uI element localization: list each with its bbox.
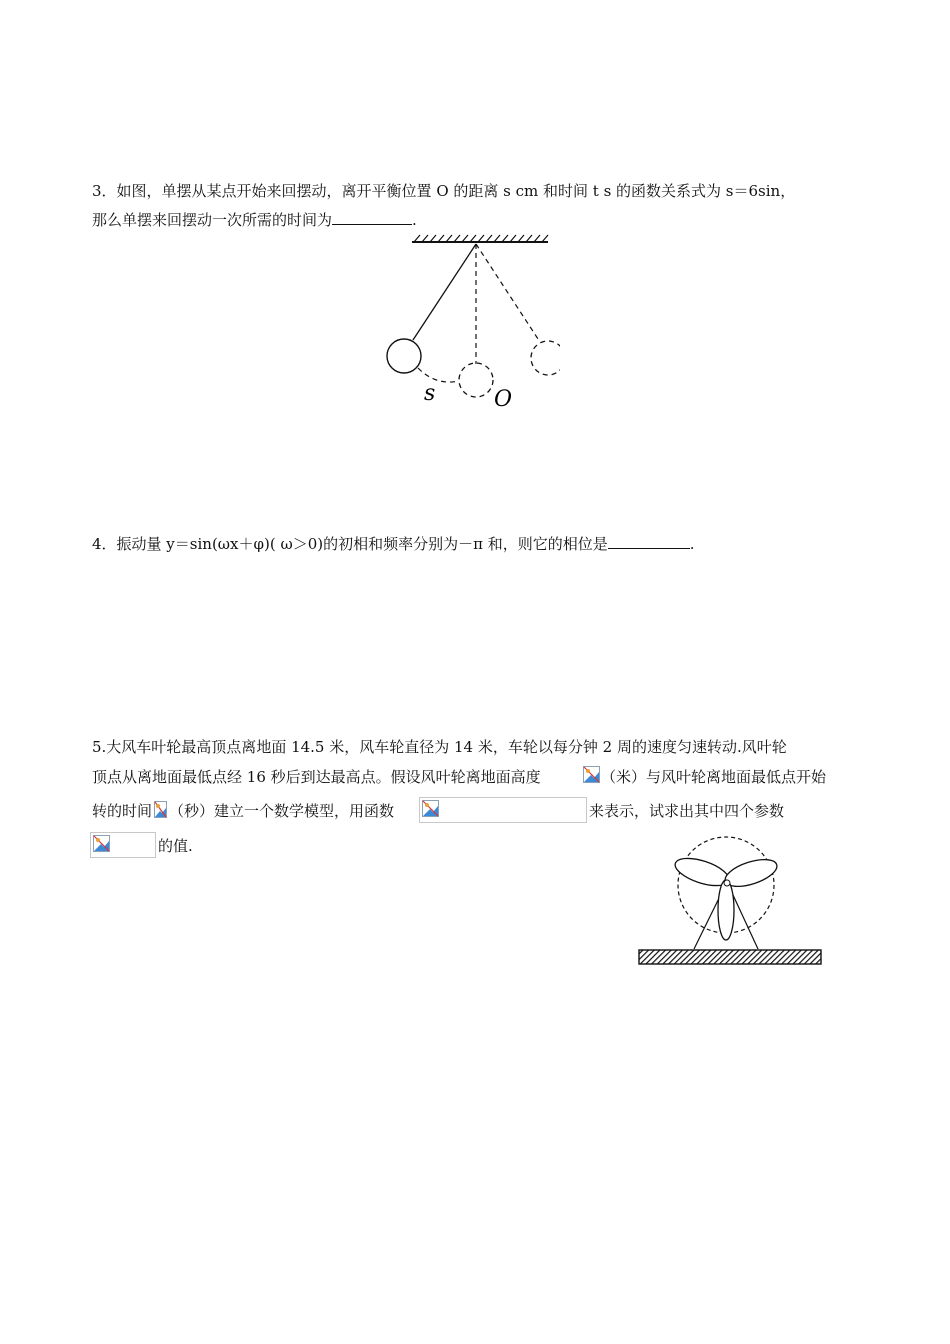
q5-line2b: （米）与风叶轮离地面最低点开始 — [601, 768, 827, 786]
windmill-figure — [636, 826, 826, 968]
label-o: O — [494, 387, 513, 412]
q3-line2-prefix: 那么单摆来回摆动一次所需的时间为 — [92, 211, 333, 229]
q3-line1: 3．如图，单摆从某点开始来回摆动，离开平衡位置 O 的距离 s cm 和时间 t s 的函数关系式为 s＝6sin， — [92, 182, 796, 200]
right-bob — [531, 341, 560, 375]
pendulum-string — [413, 244, 476, 340]
q4-suffix: . — [689, 535, 695, 553]
label-s: s — [424, 381, 436, 406]
q5-line4: 的值. — [158, 837, 193, 855]
equilibrium-bob — [459, 363, 493, 397]
q3-line2-suffix: . — [412, 211, 417, 229]
q5-line3a: 转的时间 — [92, 802, 153, 820]
right-string — [476, 244, 540, 342]
q3-line2 — [92, 210, 417, 230]
broken-image-icon — [154, 801, 167, 818]
blade — [718, 880, 734, 940]
broken-image-icon — [93, 835, 110, 852]
q5-line2a: 顶点从离地面最低点经 16 秒后到达最高点。假设风叶轮离地面高度 — [92, 768, 541, 786]
swing-arc — [418, 368, 459, 382]
ground-hatch — [639, 950, 821, 964]
ceiling-hatch — [414, 235, 548, 242]
q5-line3b: （秒）建立一个数学模型，用函数 — [169, 802, 395, 820]
broken-image-icon — [422, 800, 439, 817]
answer-blank[interactable] — [332, 210, 412, 225]
q5-line1: 5.大风车叶轮最高顶点离地面 14.5 米，风车轮直径为 14 米，车轮以每分钟 2 周的速度匀速转动.风叶轮 — [92, 738, 787, 756]
pendulum-figure — [370, 232, 560, 412]
q4-prefix: 4．振动量 y＝sin(ωx＋φ)( ω＞0)的初相和频率分别为－π 和，则它的相位是 — [92, 535, 608, 553]
broken-image-icon — [583, 766, 600, 783]
hub — [724, 880, 730, 886]
q4-text — [92, 534, 695, 554]
pendulum-bob — [387, 339, 421, 373]
formula-image-box — [419, 797, 587, 823]
params-image-box — [90, 832, 156, 858]
q5-line3c: 来表示，试求出其中四个参数 — [589, 802, 785, 820]
answer-blank[interactable] — [608, 534, 690, 549]
